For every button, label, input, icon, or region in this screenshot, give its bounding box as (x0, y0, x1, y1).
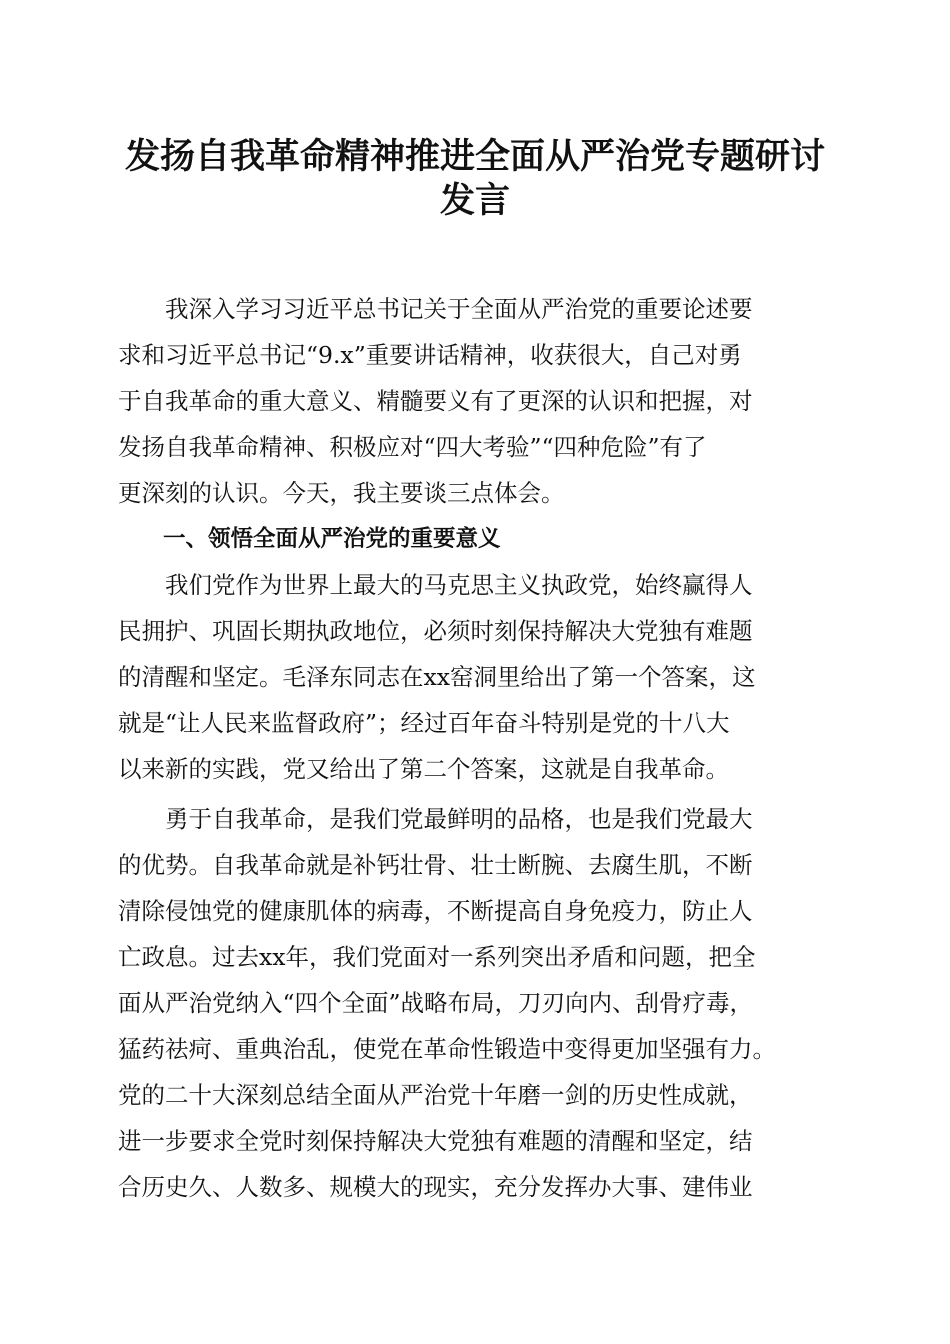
text-line: 亡政息。过去xx年，我们党面对一系列突出矛盾和问题，把全 (118, 943, 756, 971)
section-1-heading-block (118, 516, 840, 562)
paragraph-3 (118, 796, 840, 1210)
text-line: 于自我革命的重大意义、精髓要义有了更深的认识和把握，对 (118, 387, 753, 415)
title-line-1: 发扬自我革命精神推进全面从严治党专题研讨 (124, 136, 825, 177)
text-line: 党的二十大深刻总结全面从严治党十年磨一剑的历史性成就， (118, 1081, 753, 1109)
text-line: 我们党作为世界上最大的马克思主义执政党，始终赢得人 (118, 571, 753, 599)
text-line: 进一步要求全党时刻保持解决大党独有难题的清醒和坚定，结 (118, 1127, 753, 1155)
text-line: 发扬自我革命精神、积极应对“四大考验”“四种危险”有了 (118, 433, 707, 461)
section-1-heading: 一、领悟全面从严治党的重要意义 (118, 526, 501, 552)
intro-paragraph (118, 286, 840, 516)
text-line: 更深刻的认识。今天，我主要谈三点体会。 (118, 479, 565, 507)
text-line: 的清醒和坚定。毛泽东同志在xx窑洞里给出了第一个答案，这 (118, 663, 756, 691)
document-title (100, 135, 850, 223)
text-line: 勇于自我革命，是我们党最鲜明的品格，也是我们党最大 (118, 805, 753, 833)
text-line: 民拥护、巩固长期执政地位，必须时刻保持解决大党独有难题 (118, 617, 753, 645)
text-line: 合历史久、人数多、规模大的现实，充分发挥办大事、建伟业 (118, 1173, 753, 1201)
text-line: 我深入学习习近平总书记关于全面从严治党的重要论述要 (118, 295, 753, 323)
text-line: 清除侵蚀党的健康肌体的病毒，不断提高自身免疫力，防止人 (118, 897, 753, 925)
text-line: 以来新的实践，党又给出了第二个答案，这就是自我革命。 (118, 755, 729, 783)
text-line: 求和习近平总书记“9.x”重要讲话精神，收获很大，自己对勇 (118, 341, 742, 369)
text-line: 的优势。自我革命就是补钙壮骨、壮士断腕、去腐生肌，不断 (118, 851, 753, 879)
text-line: 就是“让人民来监督政府”；经过百年奋斗特别是党的十八大 (118, 709, 730, 737)
text-line: 面从严治党纳入“四个全面”战略布局，刀刃向内、刮骨疗毒， (118, 989, 754, 1017)
document-body (118, 286, 840, 1210)
paragraph-2 (118, 562, 840, 792)
title-line-2: 发言 (439, 180, 510, 221)
text-line: 猛药祛疴、重典治乱，使党在革命性锻造中变得更加坚强有力。 (118, 1035, 776, 1063)
